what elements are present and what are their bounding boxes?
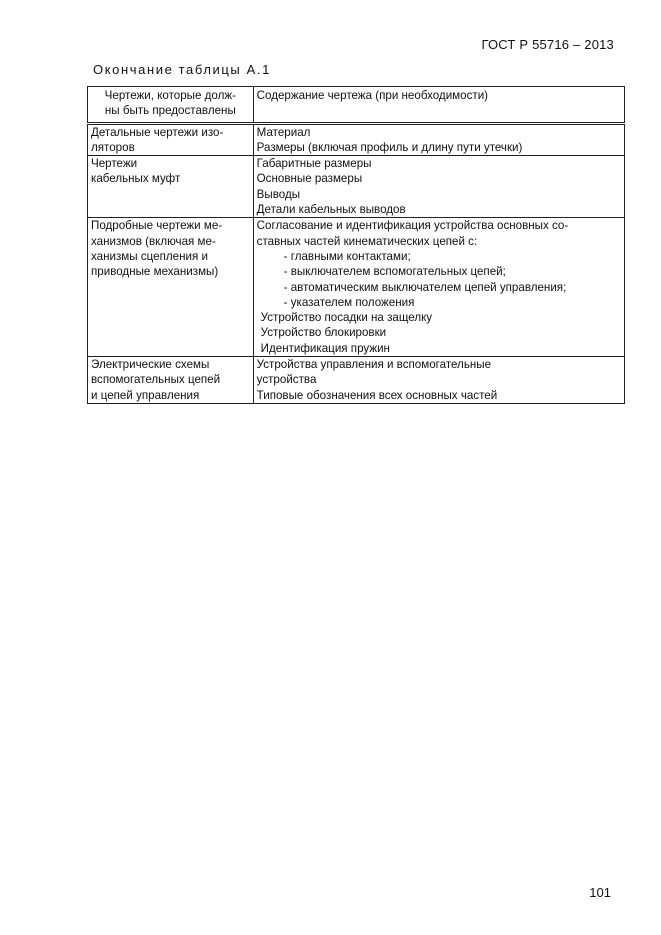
table-row	[88, 218, 625, 357]
cell-line: приводные механизмы)	[91, 265, 219, 279]
header-drawings-line: Чертежи, которые долж-	[104, 89, 236, 102]
list-item: - указателем положения	[283, 295, 415, 309]
row-drawing-cell	[88, 218, 254, 357]
cell-line: ханизмов (включая ме-	[91, 234, 216, 248]
row-content-cell	[253, 156, 624, 218]
cell-line: ставных частей кинематических цепей с:	[256, 234, 478, 248]
cell-line: Чертежи	[91, 157, 138, 171]
cell-line: Детальные чертежи изо-	[91, 125, 224, 139]
row-content-cell	[253, 218, 624, 357]
header-content-cell	[253, 87, 624, 124]
table-row	[88, 357, 625, 404]
cell-line: вспомогательных цепей	[91, 373, 221, 387]
row-drawing-cell	[88, 123, 254, 156]
cell-line: Устройства управления и вспомогательные	[256, 358, 492, 372]
cell-line: Устройство блокировки	[260, 326, 387, 340]
row-drawing-cell	[88, 156, 254, 218]
list-item: - выключателем вспомогательных цепей;	[283, 265, 506, 279]
cell-line: кабельных муфт	[91, 172, 181, 186]
cell-line: Детали кабельных выводов	[256, 203, 406, 217]
document-code: ГОСТ Р 55716 – 2013	[481, 37, 614, 52]
table-header-row	[88, 87, 625, 124]
cell-line: ханизмы сцепления и	[91, 249, 208, 263]
list-item: - автоматическим выключателем цепей управления;	[283, 280, 567, 294]
cell-line: Выводы	[256, 187, 301, 201]
list-item: - главными контактами;	[283, 249, 411, 263]
cell-line: Габаритные размеры	[256, 157, 372, 171]
cell-line: устройства	[256, 373, 317, 387]
cell-line: Идентификация пружин	[260, 341, 390, 355]
header-content-text: Содержание чертежа (при необходимости)	[256, 89, 489, 102]
page-number: 101	[589, 885, 611, 900]
cell-line: Размеры (включая профиль и длину пути утечки)	[256, 140, 523, 154]
cell-line: Подробные чертежи ме-	[91, 219, 223, 233]
cell-line: и цепей управления	[91, 388, 200, 402]
cell-line: Устройство посадки на защелку	[260, 311, 433, 325]
table-container	[87, 86, 625, 404]
cell-line: Согласование и идентификация устройства основных со-	[256, 219, 569, 233]
drawings-table	[87, 86, 625, 404]
header-drawings-cell	[88, 87, 254, 124]
table-row	[88, 156, 625, 218]
cell-line: Типовые обозначения всех основных частей	[256, 388, 498, 402]
table-row	[88, 123, 625, 156]
row-content-cell	[253, 357, 624, 404]
header-drawings-line: ны быть предоставлены	[104, 104, 236, 118]
cell-line: Материал	[256, 125, 311, 139]
row-content-cell	[253, 123, 624, 156]
cell-line: ляторов	[91, 140, 135, 154]
table-caption: Окончание таблицы А.1	[93, 62, 271, 77]
row-drawing-cell	[88, 357, 254, 404]
cell-line: Основные размеры	[256, 172, 363, 186]
cell-line: Электрические схемы	[91, 358, 210, 372]
